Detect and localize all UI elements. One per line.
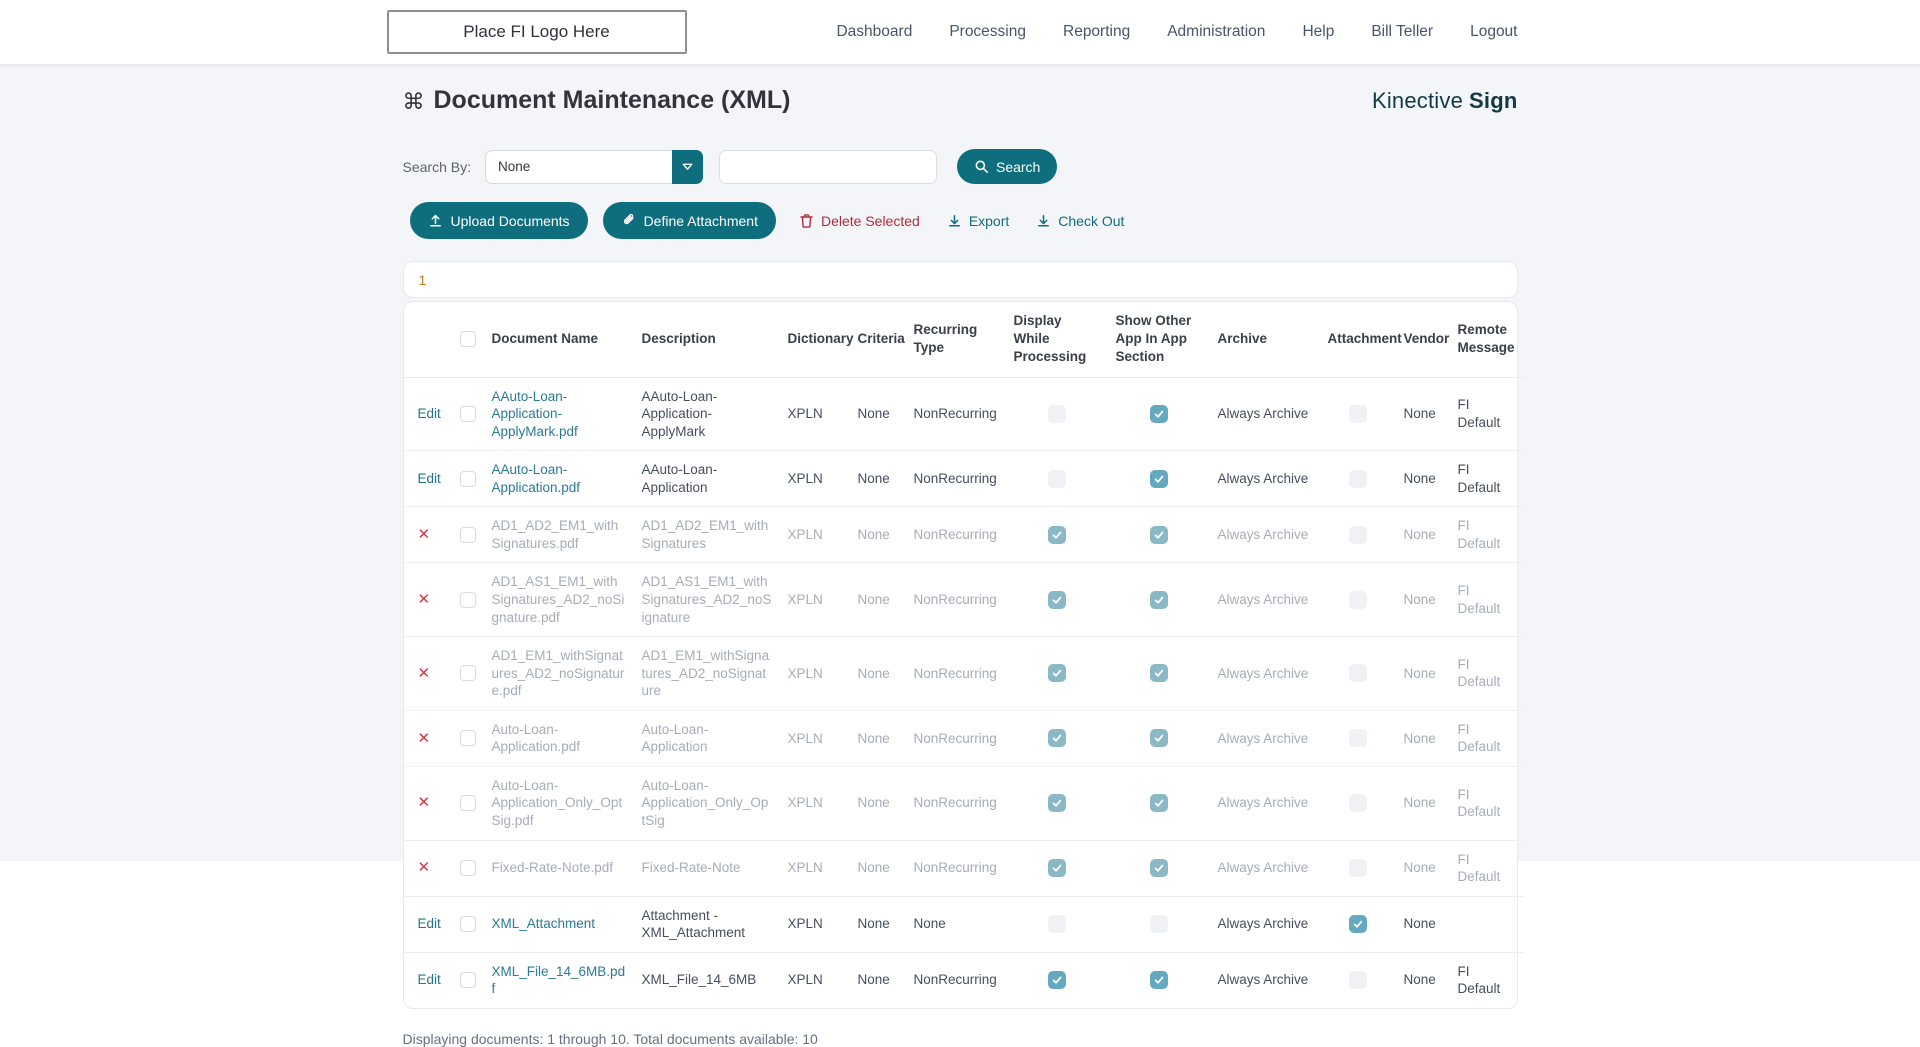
nav-item-logout[interactable]: Logout <box>1470 23 1518 40</box>
upload-icon <box>428 213 443 228</box>
archive-cell: Always Archive <box>1217 795 1309 811</box>
nav-links <box>836 23 1517 41</box>
nav-item-processing[interactable]: Processing <box>949 23 1026 40</box>
display-while-processing-checkbox[interactable] <box>1048 915 1066 933</box>
recurring-type-cell: NonRecurring <box>913 527 997 543</box>
column-header: Document Name <box>484 302 634 377</box>
criteria-cell: None <box>857 860 890 876</box>
archive-cell: Always Archive <box>1217 916 1309 932</box>
description-cell: Auto-Loan-Application <box>641 721 709 755</box>
document-name-link[interactable]: AD1_EM1_withSignatures_AD2_noSignature.pdf <box>491 648 625 699</box>
trash-icon <box>799 213 814 229</box>
delete-row-icon[interactable]: ✕ <box>417 859 431 877</box>
vendor-cell: None <box>1403 471 1436 487</box>
show-other-app-checkbox[interactable] <box>1150 971 1168 989</box>
row-select-checkbox[interactable] <box>460 406 476 422</box>
vendor-cell: None <box>1403 972 1436 988</box>
column-header: Archive <box>1210 302 1320 377</box>
recurring-type-cell: NonRecurring <box>913 972 997 988</box>
archive-cell: Always Archive <box>1217 527 1309 543</box>
row-select-checkbox[interactable] <box>460 471 476 487</box>
brand-regular: Kinective <box>1371 87 1464 113</box>
criteria-cell: None <box>857 730 890 746</box>
upload-documents-button[interactable] <box>410 202 588 239</box>
row-select-checkbox[interactable] <box>460 665 476 681</box>
nav-item-administration[interactable]: Administration <box>1167 23 1266 40</box>
document-name-link[interactable]: AAuto-Loan-Application-ApplyMark.pdf <box>491 388 578 439</box>
download-icon <box>1036 213 1051 228</box>
documents-table-card <box>403 301 1518 1009</box>
column-header: Attachment <box>1320 302 1396 377</box>
remote-message-cell: FI Default <box>1457 721 1501 755</box>
recurring-type-cell: NonRecurring <box>913 471 997 487</box>
display-while-processing-checkbox[interactable] <box>1048 729 1066 747</box>
download-icon <box>947 213 962 228</box>
main-content <box>0 64 1920 1047</box>
export-label: Export <box>968 212 1010 229</box>
dictionary-cell: XPLN <box>787 860 823 876</box>
remote-message-cell: FI Default <box>1457 462 1501 495</box>
table-row <box>404 377 1524 451</box>
document-name-link[interactable]: Auto-Loan-Application.pdf <box>491 721 581 755</box>
show-other-app-checkbox[interactable] <box>1150 526 1168 544</box>
delete-row-icon[interactable]: ✕ <box>417 729 431 747</box>
description-cell: Attachment - XML_Attachment <box>641 907 746 941</box>
document-actions-toolbar <box>410 202 1518 239</box>
criteria-cell: None <box>857 795 890 811</box>
dictionary-cell: XPLN <box>787 665 823 681</box>
display-while-processing-checkbox[interactable] <box>1048 526 1066 544</box>
define-attachment-label: Define Attachment <box>643 212 758 229</box>
remote-message-cell: FI Default <box>1457 397 1501 430</box>
documents-table <box>404 302 1524 1008</box>
attachment-checkbox[interactable] <box>1349 859 1367 877</box>
fi-logo-placeholder <box>387 10 687 54</box>
criteria-cell: None <box>857 972 890 988</box>
edit-link[interactable]: Edit <box>417 916 441 932</box>
remote-message-cell: FI Default <box>1457 851 1501 885</box>
vendor-cell: None <box>1403 527 1436 543</box>
description-cell: AD1_AS1_EM1_withSignatures_AD2_noSignature <box>641 574 772 625</box>
page-title-text: Document Maintenance (XML) <box>433 86 791 114</box>
attachment-checkbox[interactable] <box>1349 405 1367 423</box>
criteria-cell: None <box>857 527 890 543</box>
attachment-checkbox[interactable] <box>1349 591 1367 609</box>
delete-selected-label: Delete Selected <box>820 212 920 229</box>
column-header: Vendor <box>1396 302 1450 377</box>
dictionary-cell: XPLN <box>787 795 823 811</box>
dictionary-cell: XPLN <box>787 916 823 932</box>
nav-item-help[interactable]: Help <box>1302 23 1335 40</box>
pagination-bar <box>403 261 1518 298</box>
description-cell: AD1_EM1_withSignatures_AD2_noSignature <box>641 648 770 699</box>
row-select-checkbox[interactable] <box>460 592 476 608</box>
vendor-cell: None <box>1403 860 1436 876</box>
recurring-type-cell: NonRecurring <box>913 860 997 876</box>
row-select-checkbox[interactable] <box>460 730 476 746</box>
column-header: Remote Message <box>1450 302 1524 377</box>
archive-cell: Always Archive <box>1217 471 1309 487</box>
search-by-select[interactable] <box>485 150 703 184</box>
nav-item-user-bill-teller[interactable]: Bill Teller <box>1371 23 1434 40</box>
attachment-checkbox[interactable] <box>1349 664 1367 682</box>
command-icon: ⌘ <box>402 88 425 114</box>
archive-cell: Always Archive <box>1217 406 1309 422</box>
display-while-processing-checkbox[interactable] <box>1048 859 1066 877</box>
search-button-label: Search <box>995 158 1041 175</box>
delete-row-icon[interactable]: ✕ <box>417 664 431 682</box>
select-all-column-header <box>452 302 484 377</box>
fi-logo-text: Place FI Logo Here <box>463 22 610 41</box>
row-select-checkbox[interactable] <box>460 860 476 876</box>
document-name-link[interactable]: AAuto-Loan-Application.pdf <box>491 462 581 495</box>
show-other-app-checkbox[interactable] <box>1150 794 1168 812</box>
description-cell: AD1_AD2_EM1_withSignatures <box>641 518 769 551</box>
document-name-link[interactable]: AD1_AD2_EM1_withSignatures.pdf <box>491 518 619 551</box>
paperclip-icon <box>621 213 636 228</box>
table-row <box>404 507 1524 563</box>
archive-cell: Always Archive <box>1217 730 1309 746</box>
recurring-type-cell: NonRecurring <box>913 665 997 681</box>
display-while-processing-checkbox[interactable] <box>1048 470 1066 488</box>
search-by-selected-value: None <box>497 159 531 174</box>
document-name-link[interactable]: AD1_AS1_EM1_withSignatures_AD2_noSignature.pdf <box>491 574 625 625</box>
show-other-app-checkbox[interactable] <box>1150 859 1168 877</box>
vendor-cell: None <box>1403 665 1436 681</box>
column-header: Criteria <box>850 302 906 377</box>
table-row <box>404 563 1524 637</box>
documents-summary-text: Displaying documents: 1 through 10. Total documents available: 10 <box>402 1030 818 1047</box>
delete-row-icon[interactable]: ✕ <box>417 794 431 812</box>
show-other-app-checkbox[interactable] <box>1150 729 1168 747</box>
criteria-cell: None <box>857 916 890 932</box>
remote-message-cell: FI Default <box>1457 656 1501 690</box>
page-title <box>403 86 791 115</box>
vendor-cell: None <box>1403 795 1436 811</box>
dictionary-cell: XPLN <box>787 406 823 422</box>
attachment-checkbox[interactable] <box>1349 915 1367 933</box>
vendor-cell: None <box>1403 406 1436 422</box>
row-select-checkbox[interactable] <box>460 972 476 988</box>
vendor-cell: None <box>1403 730 1436 746</box>
description-cell: AAuto-Loan-Application <box>641 462 718 495</box>
select-all-checkbox[interactable] <box>460 331 476 347</box>
dictionary-cell: XPLN <box>787 730 823 746</box>
attachment-checkbox[interactable] <box>1349 470 1367 488</box>
delete-selected-button[interactable] <box>799 213 920 229</box>
export-button[interactable] <box>947 213 1009 229</box>
description-cell: Fixed-Rate-Note <box>641 860 741 876</box>
column-header: Dictionary <box>780 302 850 377</box>
recurring-type-cell: NonRecurring <box>913 592 997 608</box>
recurring-type-cell: None <box>913 916 946 932</box>
display-while-processing-checkbox[interactable] <box>1048 405 1066 423</box>
archive-cell: Always Archive <box>1217 972 1309 988</box>
display-while-processing-checkbox[interactable] <box>1048 971 1066 989</box>
attachment-checkbox[interactable] <box>1349 794 1367 812</box>
attachment-checkbox[interactable] <box>1349 729 1367 747</box>
dictionary-cell: XPLN <box>787 471 823 487</box>
recurring-type-cell: NonRecurring <box>913 406 997 422</box>
recurring-type-cell: NonRecurring <box>913 730 997 746</box>
dictionary-cell: XPLN <box>787 592 823 608</box>
display-while-processing-checkbox[interactable] <box>1048 664 1066 682</box>
action-column-header <box>404 302 452 377</box>
column-header: Description <box>634 302 780 377</box>
show-other-app-checkbox[interactable] <box>1150 915 1168 933</box>
delete-row-icon[interactable]: ✕ <box>417 526 431 544</box>
search-button[interactable] <box>957 149 1057 184</box>
column-header: Show Other App In App Section <box>1108 302 1210 377</box>
archive-cell: Always Archive <box>1217 592 1309 608</box>
archive-cell: Always Archive <box>1217 665 1309 681</box>
edit-link[interactable]: Edit <box>417 406 441 422</box>
column-header: Display While Processing <box>1006 302 1108 377</box>
check-out-label: Check Out <box>1058 212 1125 229</box>
upload-documents-label: Upload Documents <box>450 212 570 229</box>
document-name-link[interactable]: Fixed-Rate-Note.pdf <box>491 860 614 876</box>
table-row <box>404 840 1524 896</box>
brand-bold: Sign <box>1469 87 1518 113</box>
remote-message-cell: FI Default <box>1457 786 1501 820</box>
chevron-down-icon <box>672 150 703 184</box>
row-select-checkbox[interactable] <box>460 795 476 811</box>
table-row <box>404 637 1524 711</box>
archive-cell: Always Archive <box>1217 860 1309 876</box>
remote-message-cell: FI Default <box>1457 583 1501 616</box>
criteria-cell: None <box>857 406 890 422</box>
search-icon <box>974 159 989 174</box>
search-by-label: Search By: <box>402 158 471 175</box>
recurring-type-cell: NonRecurring <box>913 795 997 811</box>
vendor-cell: None <box>1403 916 1436 932</box>
show-other-app-checkbox[interactable] <box>1150 664 1168 682</box>
nav-item-reporting[interactable]: Reporting <box>1063 23 1131 40</box>
remote-message-cell: FI Default <box>1457 518 1501 551</box>
description-cell: Auto-Loan-Application_Only_OptSig <box>641 777 769 828</box>
table-header-row <box>404 302 1524 377</box>
search-bar <box>403 149 1518 184</box>
criteria-cell: None <box>857 592 890 608</box>
top-navigation-bar <box>0 0 1920 64</box>
remote-message-cell: FI Default <box>1457 963 1501 997</box>
table-row <box>404 451 1524 507</box>
attachment-checkbox[interactable] <box>1349 526 1367 544</box>
table-row <box>404 896 1524 952</box>
column-header: Recurring Type <box>906 302 1006 377</box>
document-name-link[interactable]: XML_File_14_6MB.pdf <box>491 963 626 997</box>
vendor-cell: None <box>1403 592 1436 608</box>
show-other-app-checkbox[interactable] <box>1150 470 1168 488</box>
show-other-app-checkbox[interactable] <box>1150 405 1168 423</box>
criteria-cell: None <box>857 665 890 681</box>
delete-row-icon[interactable]: ✕ <box>417 591 431 609</box>
dictionary-cell: XPLN <box>787 972 823 988</box>
dictionary-cell: XPLN <box>787 527 823 543</box>
row-select-checkbox[interactable] <box>460 916 476 932</box>
description-cell: AAuto-Loan-Application-ApplyMark <box>641 388 718 439</box>
table-row <box>404 710 1524 766</box>
row-select-checkbox[interactable] <box>460 527 476 543</box>
search-input[interactable] <box>719 150 937 184</box>
page-number-1[interactable]: 1 <box>418 271 427 288</box>
table-row <box>404 766 1524 840</box>
check-out-button[interactable] <box>1036 213 1124 229</box>
document-name-link[interactable]: Auto-Loan-Application_Only_OptSig.pdf <box>491 777 623 828</box>
description-cell: XML_File_14_6MB <box>641 972 757 988</box>
show-other-app-checkbox[interactable] <box>1150 591 1168 609</box>
define-attachment-button[interactable] <box>603 202 776 239</box>
display-while-processing-checkbox[interactable] <box>1048 591 1066 609</box>
edit-link[interactable]: Edit <box>417 972 441 988</box>
document-name-link[interactable]: XML_Attachment <box>491 916 596 932</box>
display-while-processing-checkbox[interactable] <box>1048 794 1066 812</box>
edit-link[interactable]: Edit <box>417 471 441 487</box>
criteria-cell: None <box>857 471 890 487</box>
attachment-checkbox[interactable] <box>1349 971 1367 989</box>
kinective-sign-brand <box>1372 88 1518 114</box>
table-row <box>404 952 1524 1008</box>
table-body <box>404 377 1524 1008</box>
nav-item-dashboard[interactable]: Dashboard <box>836 23 913 40</box>
